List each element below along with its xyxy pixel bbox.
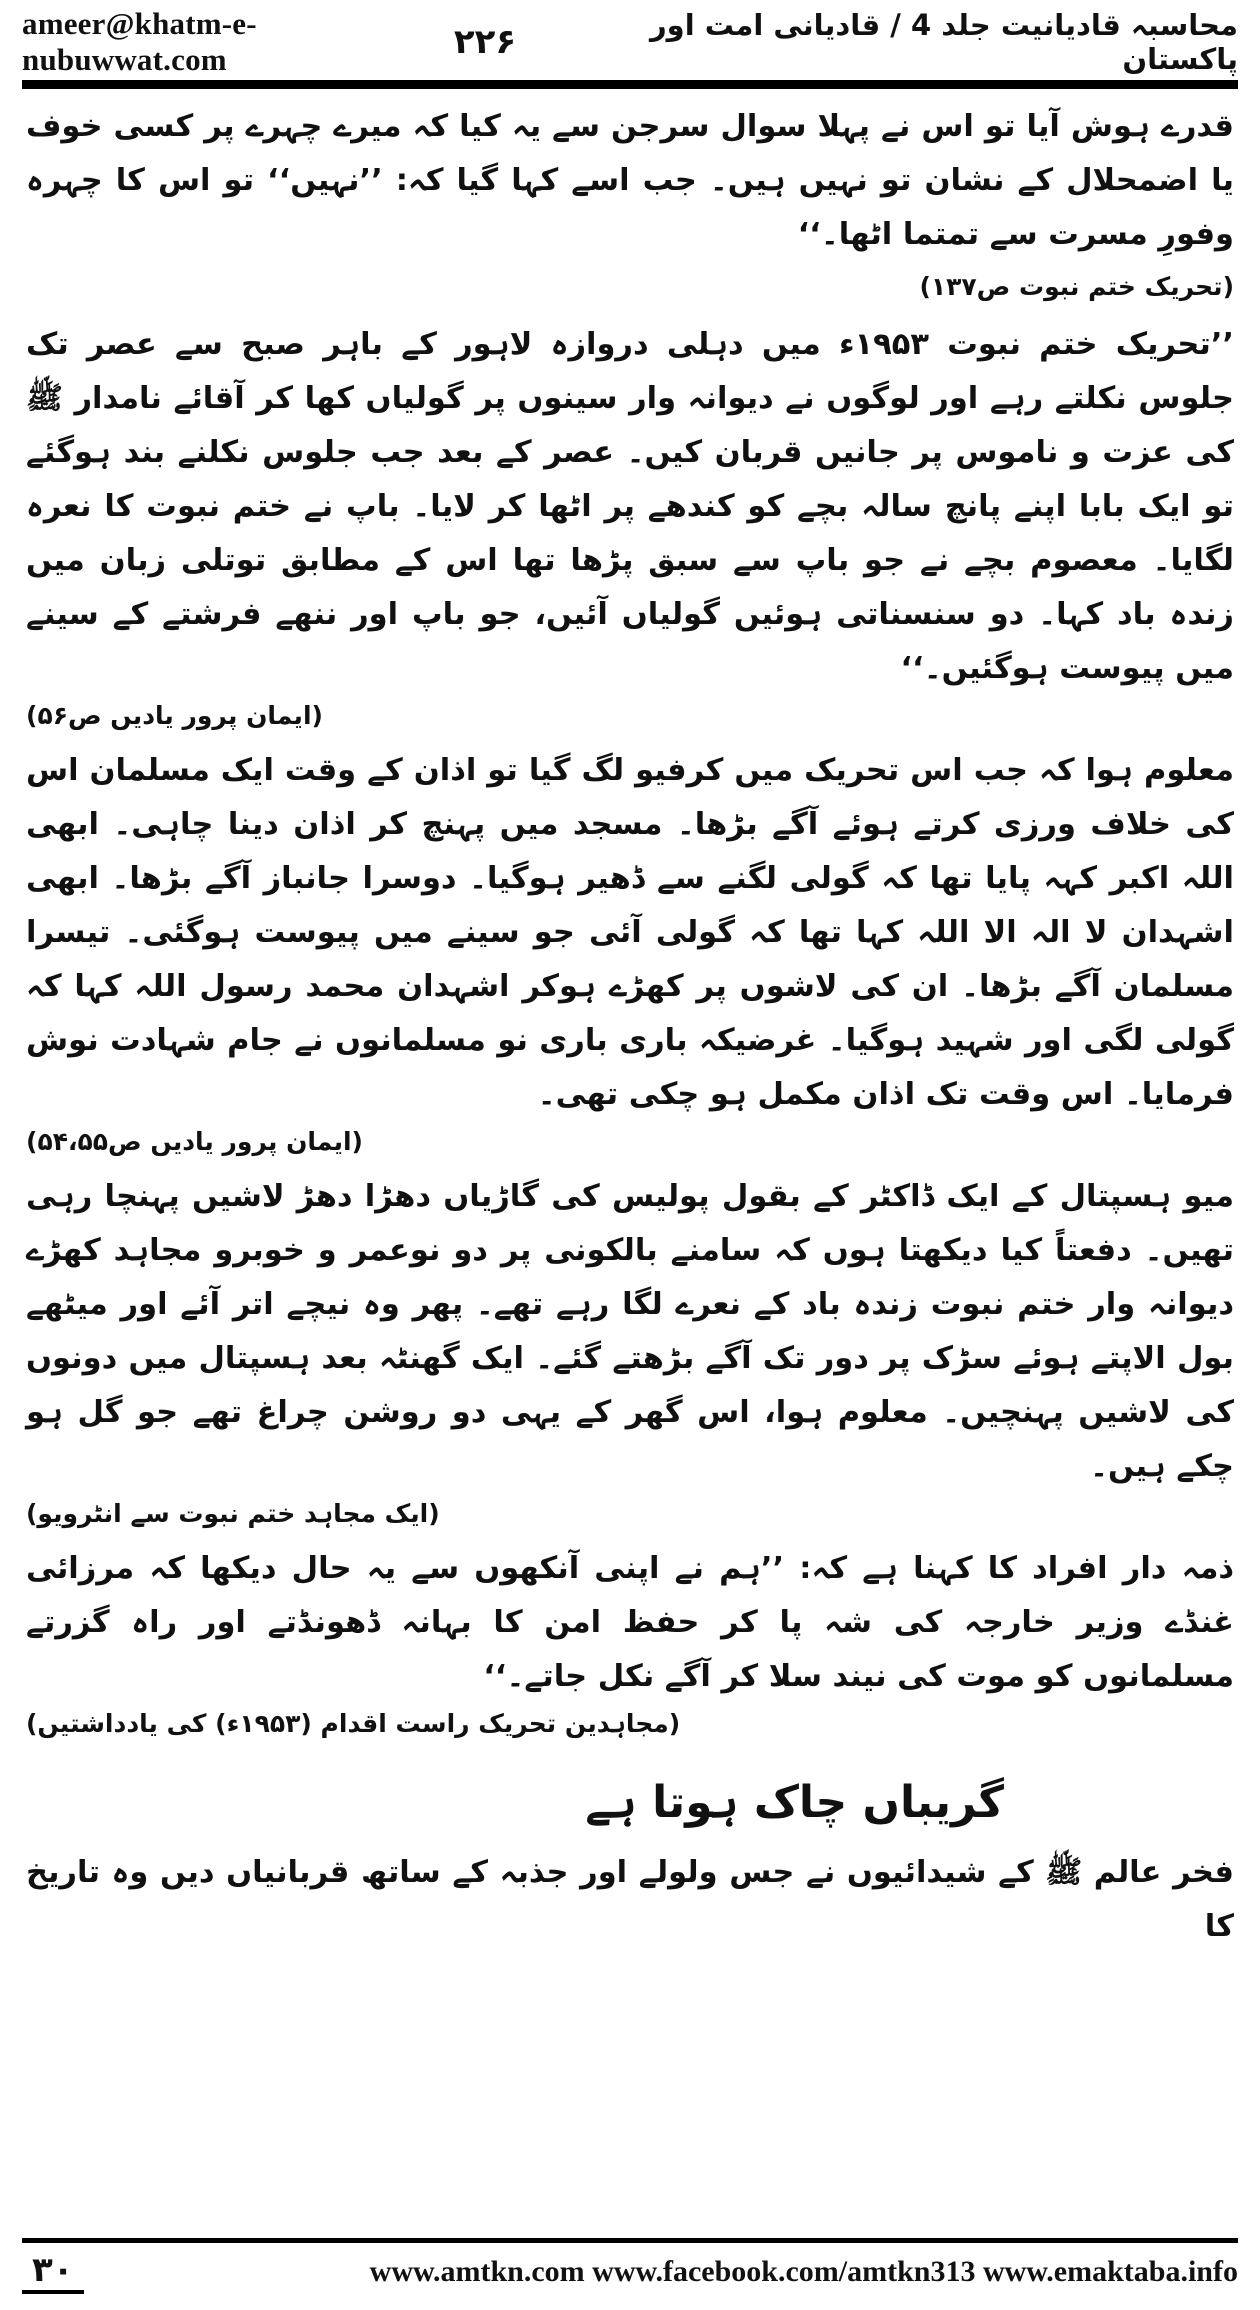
running-title: محاسبہ قادیانیت جلد 4 / قادیانی امت اور پاکستان — [649, 8, 1238, 76]
paragraph-3: معلوم ہوا کہ جب اس تحریک میں کرفیو لگ گیا تو اذان کے وقت ایک مسلمان اس کی خلاف ورزی کرتے ہوئے آگے بڑھا۔ مسجد میں پہنچ کر اذان دینا چاہی۔ ابھی اللہ اکبر کہہ پایا تھا کہ گولی لگنے سے ڈھیر ہوگیا۔ دوسرا جانباز آگے بڑھا۔ ابھی اشہدان لا الہ الا اللہ کہا تھا کہ گولی آئی جو سینے میں پیوست ہوگئی۔ تیسرا مسلمان آگے بڑھا۔ ان کی لاشوں پر کھڑے ہوکر اشہدان محمد رسول اللہ کہا کہ گولی لگی اور شہید ہوگیا۔ غرضیکہ باری باری نو مسلمانوں نے جام شہادت نوش فرمایا۔ اس وقت تک اذان مکمل ہو چکی تھی۔ — [26, 753, 1234, 1112]
folio-number: ۳۰ — [22, 2250, 84, 2294]
citation-5: (مجاہدین تحریک راست اقدام (۱۹۵۳ء) کی یادداشتیں) — [26, 1709, 681, 1738]
paragraph-6: فخر عالم ﷺ کے شیدائیوں نے جس ولولے اور جذبہ کے ساتھ قربانیاں دیں وہ تاریخ کا — [26, 1855, 1234, 1944]
citation-3: (ایمان پرور یادیں ص۵۴،۵۵) — [26, 1127, 363, 1156]
page-header — [22, 6, 1238, 77]
footer-urls[interactable]: www.amtkn.com www.facebook.com/amtkn313 www.emaktaba.info — [369, 2255, 1238, 2288]
footer-rule — [22, 2238, 1238, 2243]
page-footer — [22, 2246, 1238, 2298]
paragraph-4: میو ہسپتال کے ایک ڈاکٹر کے بقول پولیس کی گاڑیاں دھڑا دھڑ لاشیں پہنچا رہی تھیں۔ دفعتاً کیا دیکھتا ہوں کہ سامنے بالکونی پر دو نوعمر و خوبرو مجاہد کھڑے دیوانہ وار ختم نبوت زندہ باد کے نعرے لگا رہے تھے۔ پھر وہ نیچے اتر آئے اور میٹھے بول الاپتے ہوئے سڑک پر دور تک آگے بڑھتے گئے۔ ایک گھنٹہ بعد ہسپتال میں دونوں کی لاشیں پہنچیں۔ معلوم ہوا، اس گھر کے یہی دو روشن چراغ تھے جو گل ہو چکے ہیں۔ — [26, 1179, 1234, 1484]
page-number: ۲۲۶ — [453, 22, 517, 62]
paragraph-2: ’’تحریک ختم نبوت ۱۹۵۳ء میں دہلی دروازہ لاہور کے باہر صبح سے عصر تک جلوس نکلتے رہے اور لوگوں نے دیوانہ وار سینوں پر گولیاں کھا کر آقائے نامدار ﷺ کی عزت و ناموس پر جانیں قربان کیں۔ عصر کے بعد جب جلوس نکلنے بند ہوگئے تو ایک بابا اپنے پانچ سالہ بچے کو کندھے پر اٹھا کر لایا۔ باپ نے ختم نبوت کا نعرہ لگایا۔ معصوم بچے نے جو باپ سے سبق پڑھا تھا اس کے مطابق توتلی زبان میں زندہ باد کہا۔ دو سنسناتی ہوئیں گولیاں آئیں، جو باپ اور ننھے فرشتے کے سینے میں پیوست ہوگئیں۔‘‘ — [26, 327, 1235, 686]
section-heading: گریباں چاک ہوتا ہے — [585, 1777, 1004, 1828]
header-email[interactable]: ameer@khatm-e-nubuwwat.com — [22, 6, 257, 77]
paragraph-1: قدرے ہوش آیا تو اس نے پہلا سوال سرجن سے یہ کیا کہ میرے چہرے پر کسی خوف یا اضمحلال کے نشان تو نہیں ہیں۔ جب اسے کہا گیا کہ: ’’نہیں‘‘ تو اس کا چہرہ وفورِ مسرت سے تمتما اٹھا۔‘‘ — [26, 109, 1234, 252]
citation-4: (ایک مجاہد ختم نبوت سے انٹرویو) — [26, 1499, 440, 1528]
citation-1: (تحریک ختم نبوت ص۱۳۷) — [919, 272, 1234, 301]
citation-2: (ایمان پرور یادیں ص۵۶) — [26, 701, 323, 730]
header-rule — [22, 80, 1238, 89]
header-title-group — [454, 8, 1238, 76]
page-body — [26, 100, 1234, 1954]
paragraph-5: ذمہ دار افراد کا کہنا ہے کہ: ’’ہم نے اپنی آنکھوں سے یہ حال دیکھا کہ مرزائی غنڈے وزیر خارجہ کی شہ پا کر حفظ امن کا بہانہ ڈھونڈتے اور راہ گزرتے مسلمانوں کو موت کی نیند سلا کر آگے نکل جاتے۔‘‘ — [26, 1551, 1234, 1694]
